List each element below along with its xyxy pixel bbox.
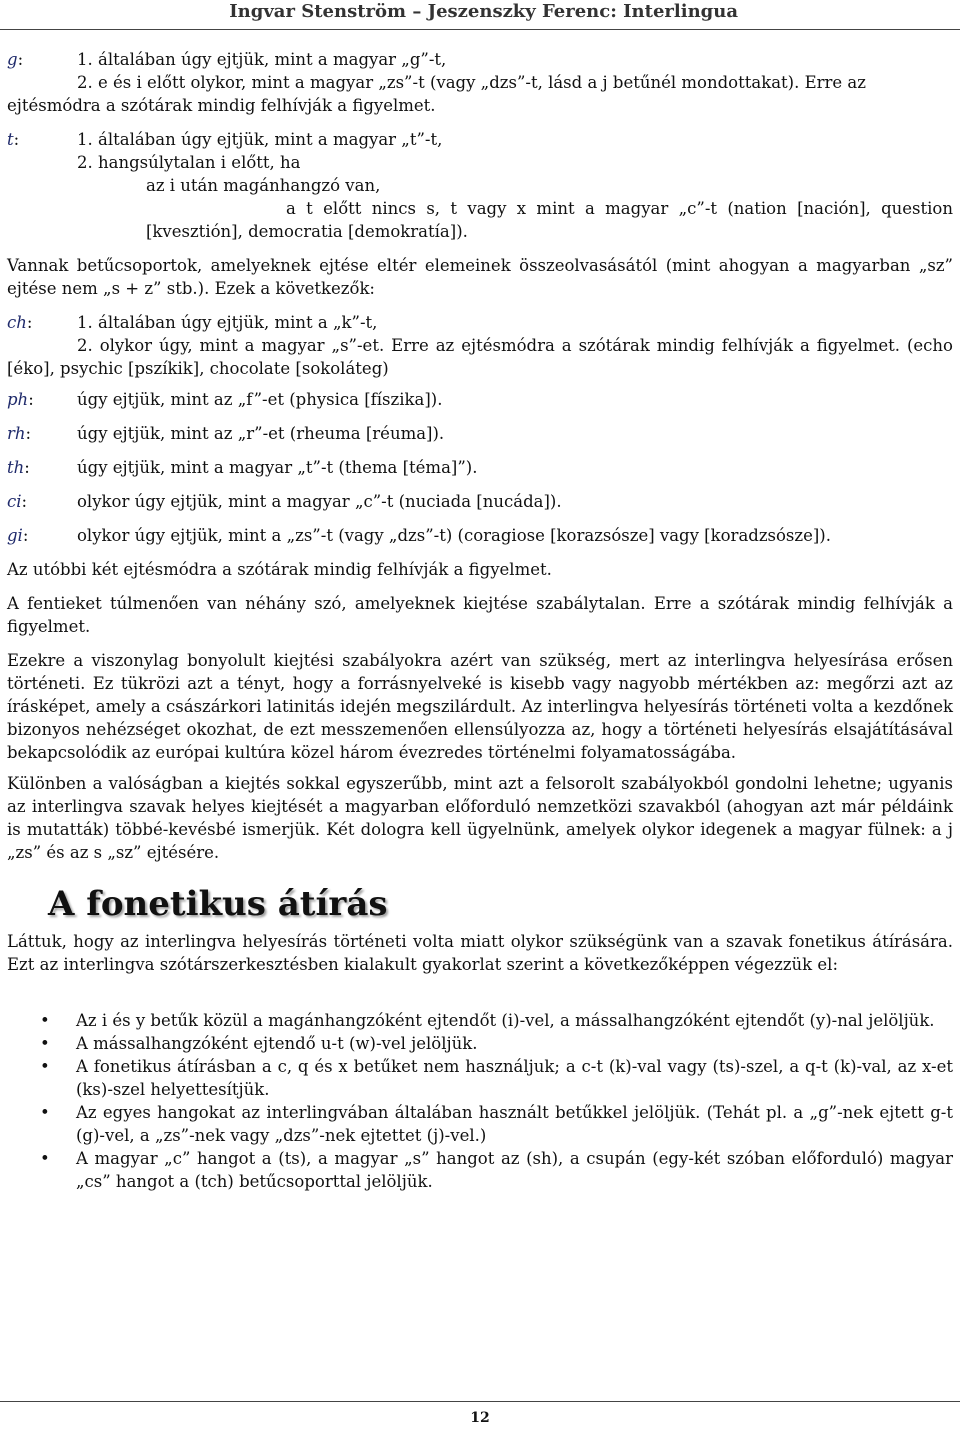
page-number: 12 (470, 1410, 490, 1426)
g-rule-line2: 2. e és i előtt olykor, mint a magyar „zs”-t (vagy „dzs”-t, lásd a j betűnél mondottakat). Erre az (77, 73, 866, 92)
running-header: Ingvar Stenström – Jeszenszky Ferenc: Interlingua (229, 1, 738, 22)
list-item: • Az i és y betűk közül a magánhangzóként ejtendőt (i)-vel, a mássalhangzóként ejtendőt (y)-nal jelöljük. (40, 1011, 935, 1030)
g-rule-line3: ejtésmódra a szótárak mindig felhívják a figyelmet. (7, 96, 436, 115)
t-rule-line1: 1. általában úgy ejtjük, mint a magyar „t”-t, (77, 130, 443, 149)
bullet-icon: • (40, 1034, 50, 1053)
transcription-rules-list (7, 1009, 953, 1193)
t-rule-line4: a t előtt nincs s, t vagy x mint a magyar „c”-t (nation [nación], question (286, 199, 953, 218)
group-rh-text: úgy ejtjük, mint az „r”-et (rheuma [réuma]). (77, 424, 445, 443)
group-ch-line1: 1. általában úgy ejtjük, mint a „k”-t, (77, 313, 378, 332)
group-ch-line2: 2. olykor úgy, mint a magyar „s”-et. Erre az ejtésmódra a szótárak mindig felhívják a figyelmet. (echo [éko], psychic [pszíkik], chocolate [sokoláteg) (7, 336, 953, 378)
bullet-icon: • (40, 1057, 50, 1076)
paragraph-two-modes: Az utóbbi két ejtésmódra a szótárak mindig felhívják a figyelmet. (7, 560, 552, 579)
paragraph-history: Ezekre a viszonylag bonyolult kiejtési szabályokra azért van szükség, mert az interlingva helyesírása erősen történeti. Ez tükrözi azt a tényt, hogy a forrásnyelveké is kisebb vagy nagyobb mértékben az: megőrzi azt az írásképet, amely a császárkori latinitás idején megszilárdult. Az interlingva helyesírás történeti volta a kezdőnek bizonyos nehézséget okozhat, de ezt messzemenően ellensúlyozza az, hogy a történeti helyesírás elsajátításával bekapcsolódik az európai kultúra közel három évezredes történelmi folyamatosságába. (7, 651, 953, 762)
paragraph-pronunciation: Különben a valóságban a kiejtés sokkal egyszerűbb, mint azt a felsorolt szabályokból gondolni lehetne; ugyanis az interlingva szavak helyes kiejtését a magyarban előforduló nemzetközi szavakból (ahogyan azt már példáink is mutatták) többé-kevésbé ismerjük. Két dologra kell ügyelnünk, amelyek olykor idegenek a magyar fülnek: a j „zs” és az s „sz” ejtésére. (7, 774, 953, 862)
rule-label-g: g: (7, 50, 24, 69)
group-ph-text: úgy ejtjük, mint az „f”-et (physica [físzika]). (77, 390, 443, 409)
group-label-rh: rh: (7, 424, 32, 443)
header-divider (0, 29, 960, 30)
g-rule-line1: 1. általában úgy ejtjük, mint a magyar „g”-t, (77, 50, 447, 69)
rule-label-t: t: (7, 130, 20, 149)
t-rule-line3: az i után magánhangzó van, (146, 176, 381, 195)
group-ci-text: olykor úgy ejtjük, mint a magyar „c”-t (nuciada [nucáda]). (77, 492, 562, 511)
group-gi-text: olykor úgy ejtjük, mint a „zs”-t (vagy „dzs”-t) (coragiose [korazsósze] vagy [koradzsósze]). (77, 526, 831, 545)
section-heading: A fonetikus átírás (48, 884, 388, 924)
section-intro: Láttuk, hogy az interlingva helyesírás történeti volta miatt olykor szükségünk van a szavak fonetikus átírására. Ezt az interlingva szótárszerkesztésben kialakult gyakorlat szerint a következőképpen végezzük el: (7, 932, 953, 974)
footer-divider (0, 1401, 960, 1402)
list-item: • Az egyes hangokat az interlingvában általában használt betűkkel jelöljük. (Tehát pl. a „g”-nek ejtett g-t (g)-vel, a „zs”-nek vagy „dzs”-nek ejtettet (j)-vel.) (40, 1103, 953, 1145)
paragraph-irregular: A fentieket túlmenően van néhány szó, amelyeknek kiejtése szabálytalan. Erre a szótárak mindig felhívják a figyelmet. (7, 594, 953, 636)
group-label-ch: ch: (7, 313, 33, 332)
bullet-icon: • (40, 1011, 50, 1030)
group-label-ci: ci: (7, 492, 28, 511)
group-th-text: úgy ejtjük, mint a magyar „t”-t (thema [téma]”). (77, 458, 478, 477)
t-rule-line5: [kvesztión], democratia [demokratía]). (146, 222, 468, 241)
group-label-gi: gi: (7, 526, 29, 545)
list-item: • A fonetikus átírásban a c, q és x betűket nem használjuk; a c-t (k)-val vagy (ts)-szel, a q-t (k)-val, az x-et (ks)-szel helyettesítjük. (40, 1057, 953, 1099)
group-label-ph: ph: (7, 390, 34, 409)
group-label-th: th: (7, 458, 30, 477)
bullet-icon: • (40, 1103, 50, 1122)
list-item: • A magyar „c” hangot a (ts), a magyar „s” hangot az (sh), a csupán (egy-két szóban előforduló) magyar „cs” hangot a (tch) betűcsoporttal jelöljük. (40, 1149, 953, 1191)
intro-letter-groups: Vannak betűcsoportok, amelyeknek ejtése eltér elemeinek összeolvasásától (mint ahogyan a magyarban „sz” ejtése nem „s + z” stb.). Ezek a következők: (7, 256, 953, 298)
bullet-icon: • (40, 1149, 50, 1168)
t-rule-line2: 2. hangsúlytalan i előtt, ha (77, 153, 301, 172)
list-item: • A mássalhangzóként ejtendő u-t (w)-vel jelöljük. (40, 1034, 478, 1053)
